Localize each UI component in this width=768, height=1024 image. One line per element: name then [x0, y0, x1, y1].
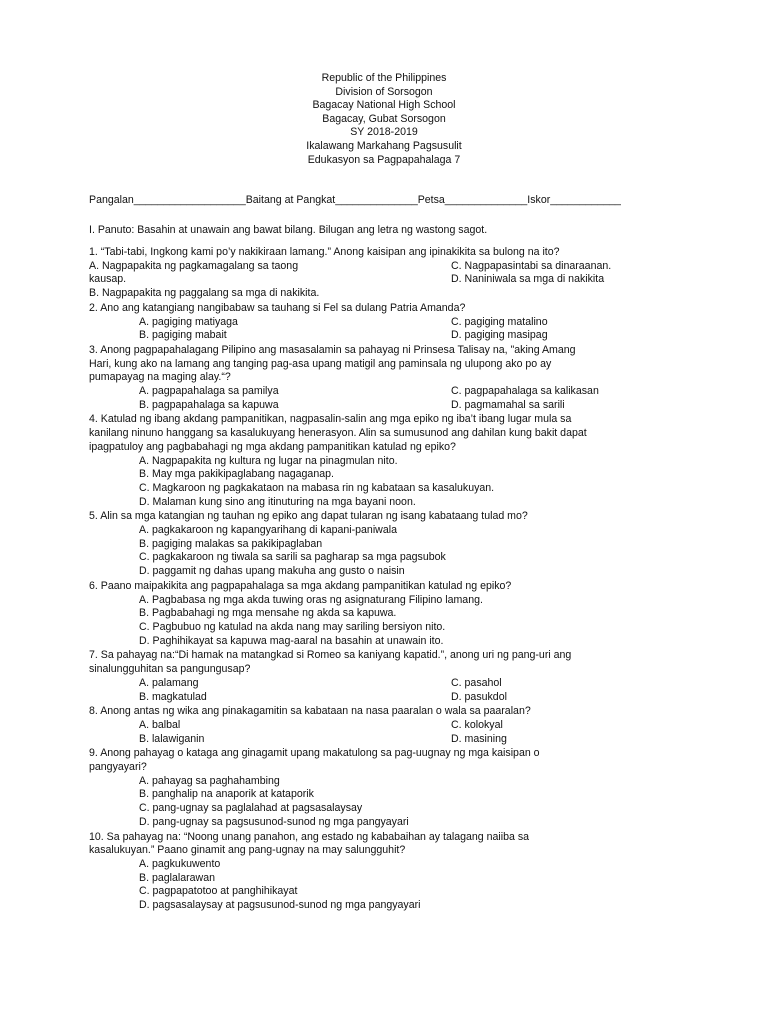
question-3: [89, 344, 689, 413]
question-stem: 3. Anong pagpapahalagang Pilipino ang masasalamin sa pahayag ni Prinsesa Talisay na, "aking Amang: [89, 343, 576, 356]
question-stem: kanilang ninuno hanggang sa kasalukuyang henerasyon. Alin sa sumusunod ang dahilan kung bakit dapat: [89, 427, 587, 440]
option-d: D. pagsasalaysay at pagsusunod-sunod ng mga pangyayari: [139, 899, 421, 912]
question-8: [89, 705, 689, 746]
question-stem: 4. Katulad ng ibang akdang pampanitikan, nagpasalin-salin ang mga epiko ng iba’t ibang lugar mula sa: [89, 413, 572, 426]
question-stem: pumapayag na maging alay.“?: [89, 371, 231, 384]
question-stem: pangyayari?: [89, 761, 147, 774]
question-stem: 1. “Tabi-tabi, Ingkong kami po’y nakikiraan lamang.” Anong kaisipan ang ipinakikita sa bulong na ito?: [89, 246, 560, 258]
option-b: B. panghalip na anaporik at kataporik: [139, 788, 314, 801]
question-stem: 10. Sa pahayag na: “Noong unang panahon, ang estado ng kababaihan ay talagang naiiba sa: [89, 830, 530, 843]
option-row: [89, 260, 689, 274]
option-d: D. paggamit ng dahas upang makuha ang gusto o naisin: [139, 565, 405, 578]
question-10: [89, 831, 689, 913]
option-c: C. pasahol: [451, 676, 502, 689]
option-d: D. masining: [451, 732, 507, 745]
question-stem: Hari, kung ako na lamang ang tanging pag-asa upang matigil ang paminsala ng ulupong ako po ay: [89, 357, 552, 370]
option-row: [139, 385, 689, 399]
header-division: Division of Sorsogon: [335, 85, 433, 98]
options: [89, 858, 689, 913]
question-stem: ipagpatuloy ang pagbabahagi ng mga akdang pampanitikan katulad ng epiko?: [89, 440, 456, 453]
question-1: [89, 246, 689, 301]
option-c: C. pagpapahalaga sa kalikasan: [451, 385, 599, 398]
option-a: A. palamang: [139, 676, 199, 689]
question-list: [89, 246, 689, 914]
options: [89, 524, 689, 579]
question-stem: 8. Anong antas ng wika ang pinakagamitin sa kabataan na nasa paaralan o wala sa paaralan?: [89, 705, 531, 718]
question-7: [89, 649, 689, 704]
option-row: [139, 719, 689, 733]
option-b: B. pagiging mabait: [139, 329, 227, 342]
question-6: [89, 580, 689, 649]
option-row: [139, 329, 689, 343]
option-b: B. pagiging malakas sa pakikipaglaban: [139, 537, 323, 550]
question-stem: 5. Alin sa mga katangian ng tauhan ng epiko ang dapat tularan ng isang kabataang tulad mo?: [89, 510, 528, 523]
option-b: B. pagpapahalaga sa kapuwa: [139, 398, 279, 411]
option-d: D. Malaman kung sino ang itinuturing na mga bayani noon.: [139, 495, 416, 508]
option-a: A. pagkukuwento: [139, 857, 221, 870]
options: [89, 677, 689, 704]
option-a: A. balbal: [139, 718, 181, 731]
option-a: A. pagiging matiyaga: [139, 315, 238, 328]
option-b: B. May mga pakikipaglabang nagaganap.: [139, 468, 334, 481]
header-subject: Edukasyon sa Pagpapahalaga 7: [307, 153, 461, 166]
option-c: C. kolokyal: [451, 718, 503, 731]
option-row: [89, 273, 689, 287]
option-a: A. pagkakaroon ng kapangyarihang di kapani-paniwala: [139, 524, 397, 537]
option-c: C. pagkakaroon ng tiwala sa sarili sa pagharap sa mga pagsubok: [139, 551, 446, 564]
option-row: [139, 691, 689, 705]
options: [89, 719, 689, 746]
option-a: A. Nagpapakita ng kultura ng lugar na pinagmulan nito.: [139, 454, 398, 467]
options: [89, 594, 689, 649]
option-a: A. Pagbabasa ng mga akda tuwing oras ng asignaturang Filipino lamang.: [139, 593, 483, 606]
student-info-line: Pangalan___________________Baitang at Pangkat______________Petsa______________Iskor____________: [89, 194, 621, 206]
options: [89, 385, 689, 412]
question-stem: 2. Ano ang katangiang nangibabaw sa tauhang si Fel sa dulang Patria Amanda?: [89, 301, 466, 314]
option-d: D. pang-ugnay sa pagsusunod-sunod ng mga pangyayari: [139, 815, 409, 828]
header-republic: Republic of the Philippines: [321, 72, 447, 84]
option-a: A. Nagpapakita ng pagkamagalang sa taong: [89, 259, 299, 272]
option-c: C. pagpapatotoo at panghihikayat: [139, 885, 298, 898]
question-stem: 9. Anong pahayag o kataga ang ginagamit upang makatulong sa pag-uugnay ng mga kaisipan o: [89, 747, 540, 760]
options: [89, 455, 689, 510]
option-d: D. Paghihikayat sa kapuwa mag-aaral na basahin at unawain ito.: [139, 634, 444, 647]
question-stem: kasalukuyan.” Paano ginamit ang pang-ugnay na may salungguhit?: [89, 844, 406, 857]
header-school: Bagacay National High School: [312, 99, 456, 112]
option-row: [139, 733, 689, 747]
option-c: C. Nagpapasintabi sa dinaraanan.: [451, 259, 612, 272]
option-b: B. Nagpapakita ng paggalang sa mga di nakikita.: [89, 287, 320, 300]
option-row: [139, 677, 689, 691]
option-b: B. magkatulad: [139, 690, 207, 703]
option-c: C. pagiging matalino: [451, 315, 548, 328]
option-b: B. lalawiganin: [139, 732, 205, 745]
option-c: C. Pagbubuo ng katulad na akda nang may sariling bersiyon nito.: [139, 620, 446, 633]
option-d: D. Naniniwala sa mga di nakikita: [451, 273, 605, 286]
header-address: Bagacay, Gubat Sorsogon: [322, 112, 446, 125]
header-school-year: SY 2018-2019: [350, 126, 418, 139]
option-b: B. paglalarawan: [139, 871, 215, 884]
question-stem: 6. Paano maipakikita ang pagpapahalaga sa mga akdang pampanitikan katulad ng epiko?: [89, 579, 512, 592]
option-a: A. pagpapahalaga sa pamilya: [139, 385, 279, 398]
option-row: [139, 399, 689, 413]
option-c: C. Magkaroon ng pagkakataon na mabasa rin ng kabataan sa kasalukuyan.: [139, 481, 495, 494]
option-b: B. Pagbabahagi ng mga mensahe ng akda sa kapuwa.: [139, 607, 397, 620]
header-exam-title: Ikalawang Markahang Pagsusulit: [306, 139, 462, 152]
option-a-continued: kausap.: [89, 273, 127, 286]
option-d: D. pagmamahal sa sarili: [451, 398, 565, 411]
question-stem: 7. Sa pahayag na:“Di hamak na matangkad si Romeo sa kaniyang kapatid.”, anong uri ng pang-uri ang: [89, 649, 572, 662]
option-c: C. pang-ugnay sa paglalahad at pagsasalaysay: [139, 802, 363, 815]
option-d: D. pagiging masipag: [451, 329, 548, 342]
options: [89, 316, 689, 343]
document-header: [0, 72, 768, 167]
question-5: [89, 510, 689, 579]
question-4: [89, 413, 689, 509]
option-a: A. pahayag sa paghahambing: [139, 774, 280, 787]
instructions: I. Panuto: Basahin at unawain ang bawat bilang. Bilugan ang letra ng wastong sagot.: [89, 224, 488, 236]
question-stem: sinalungguhitan sa pangungusap?: [89, 663, 251, 676]
option-row: [139, 316, 689, 330]
question-9: [89, 747, 689, 829]
question-2: [89, 302, 689, 343]
options: [89, 775, 689, 830]
option-d: D. pasukdol: [451, 690, 507, 703]
